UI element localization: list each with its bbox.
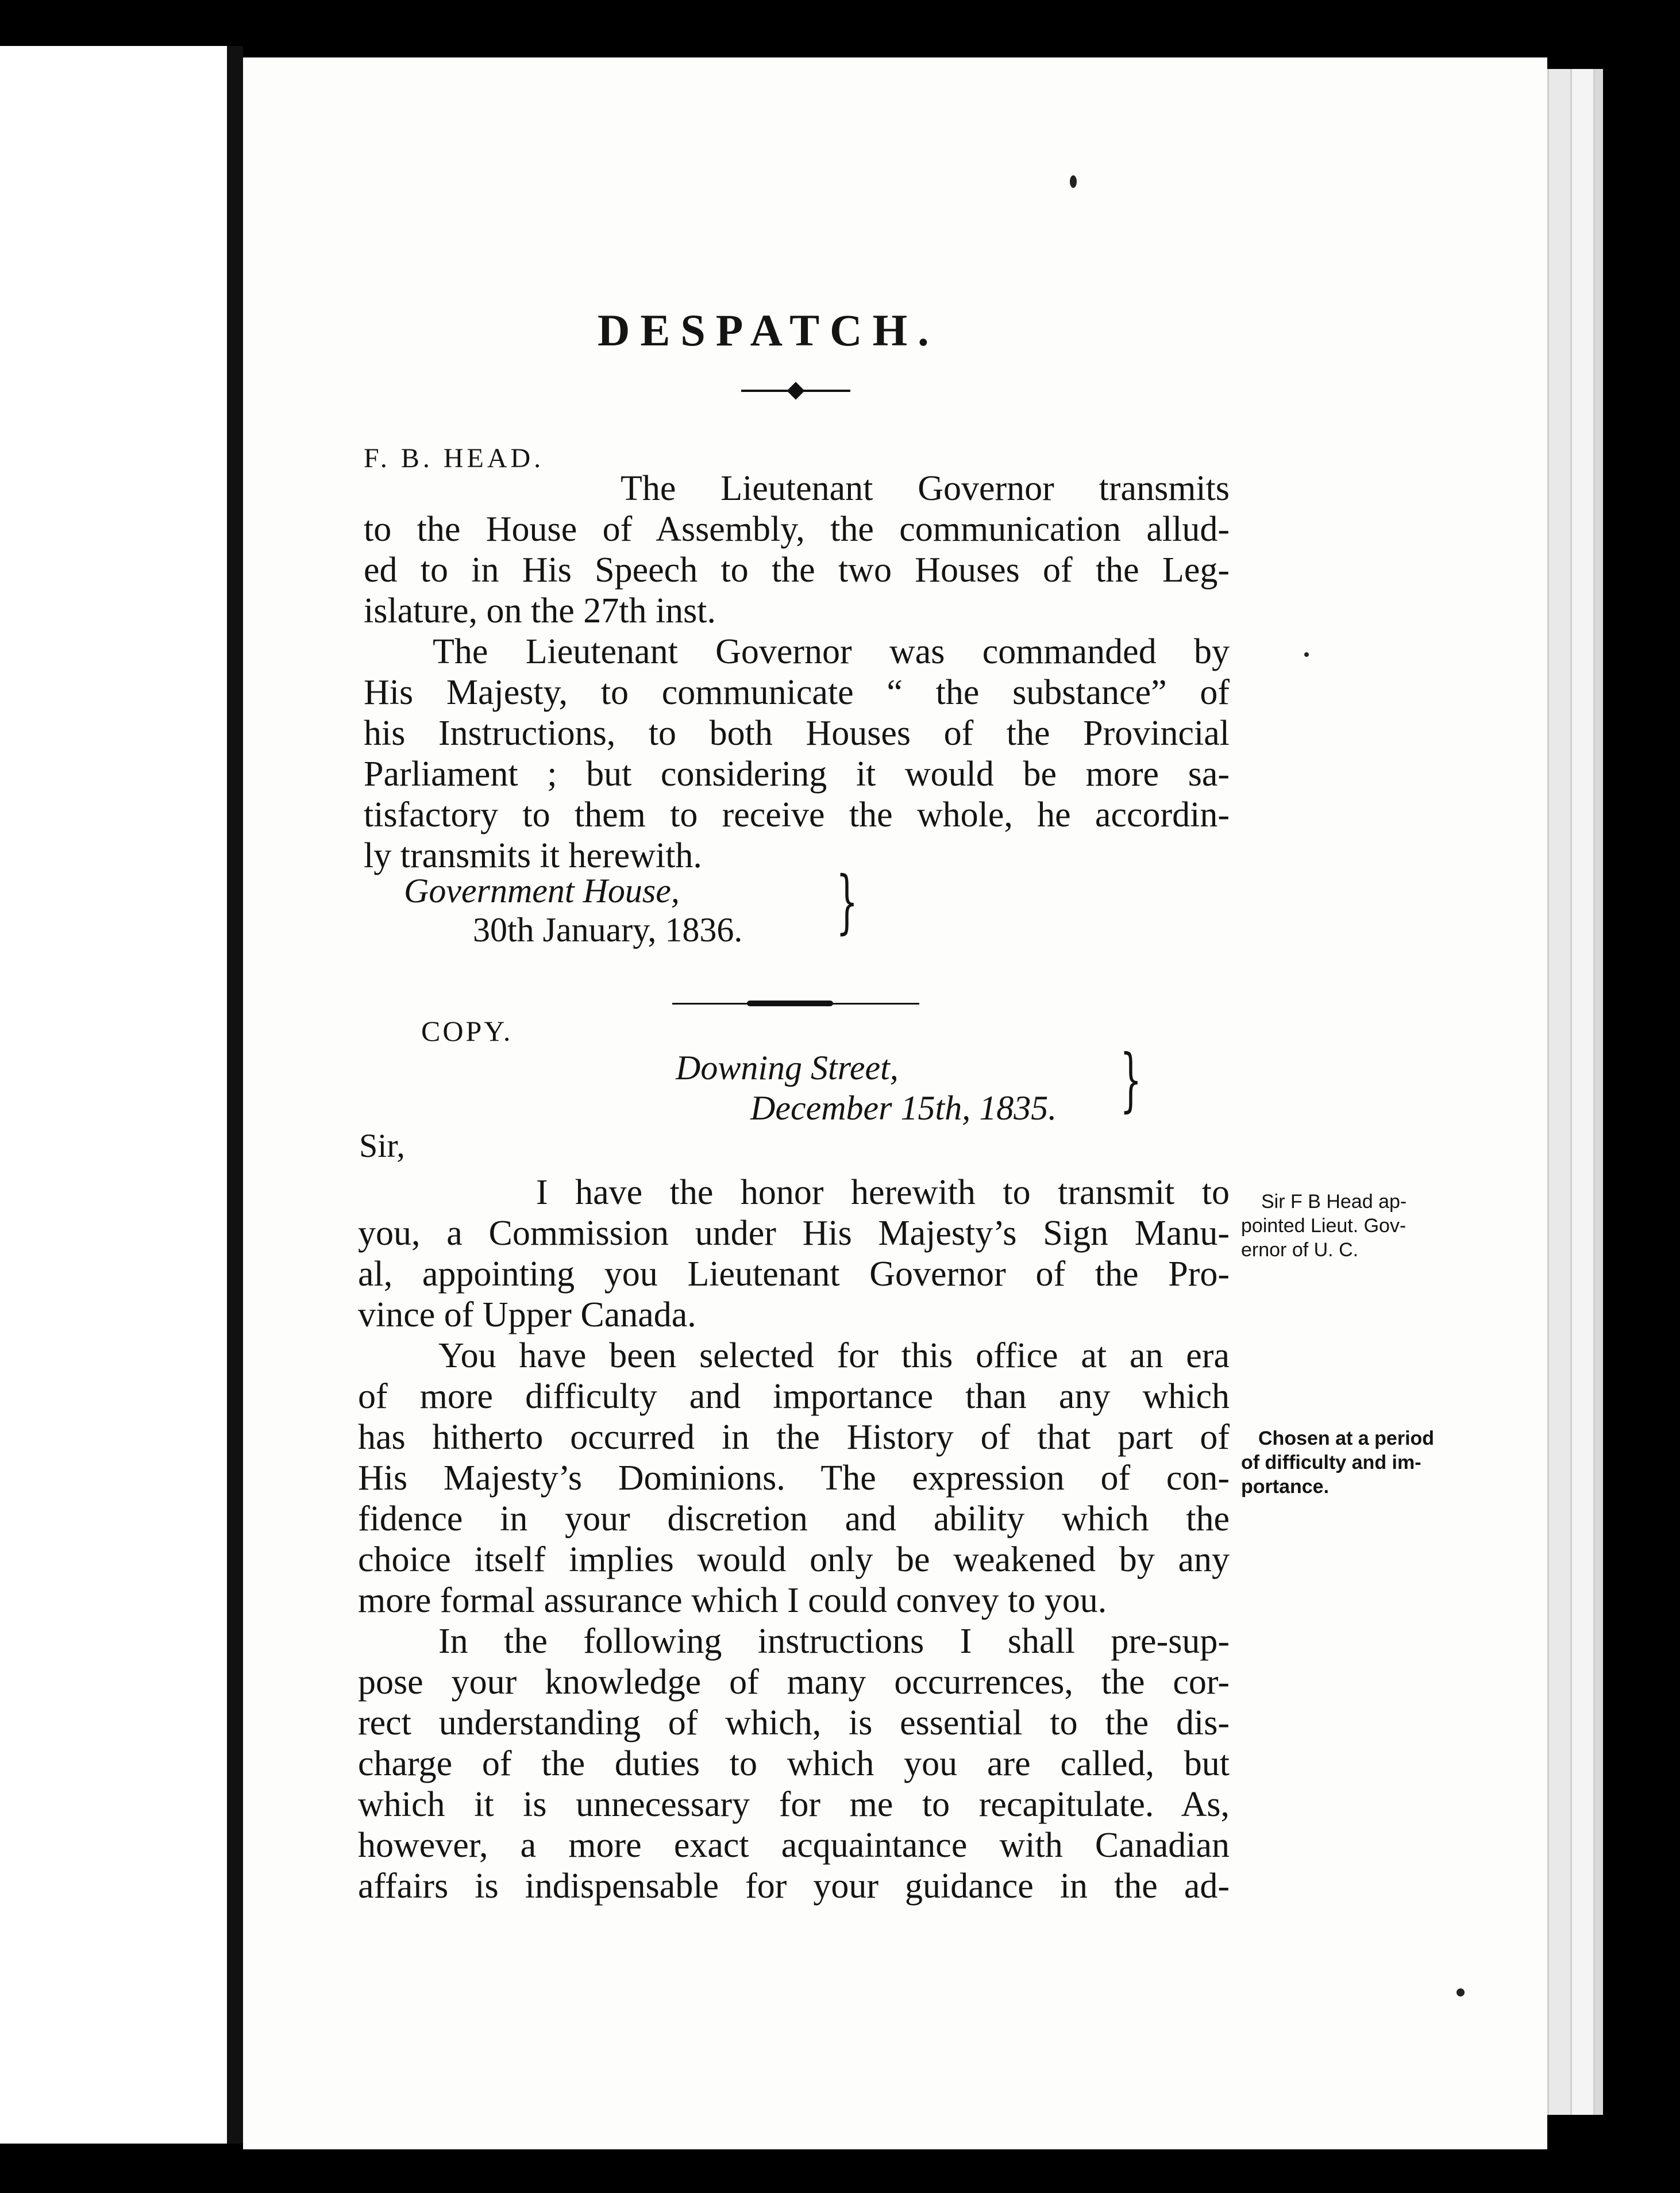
copy-paragraph-3-line: In the following instructions I shall pre-sup- [438, 1622, 1230, 1661]
memo-paragraph-2-line: his Instructions, to both Houses of the Provincial [364, 714, 1230, 753]
copy-paragraph-2-line: You have been selected for this office at an era [438, 1336, 1230, 1375]
copy-paragraph-2-line: fidence in your discretion and ability which the [358, 1499, 1230, 1538]
signature-head: F. B. HEAD. [364, 443, 545, 474]
copy-paragraph-1-line: you, a Commission under His Majesty’s Sign Manu- [358, 1214, 1230, 1253]
page-edge [1547, 69, 1572, 2115]
ink-speck [1456, 1988, 1465, 1996]
memo-paragraph-1-line: to the House of Assembly, the communication allud- [364, 510, 1230, 549]
memo-paragraph-2-line: The Lieutenant Governor was commanded by [433, 632, 1230, 671]
copy-paragraph-1-line: vince of Upper Canada. [358, 1295, 696, 1334]
margin-note-line: ernor of U. C. [1241, 1239, 1359, 1261]
salutation: Sir, [359, 1127, 405, 1164]
memo-paragraph-1-line: ed to in His Speech to the two Houses of the Leg- [364, 551, 1230, 590]
margin-note-line: Sir F B Head ap- [1261, 1191, 1407, 1213]
memo-paragraph-1-first-line: The Lieutenant Governor transmits [621, 469, 1230, 508]
copy-paragraph-2-line: of more difficulty and importance than any which [358, 1377, 1230, 1416]
memo-paragraph-2-line: tisfactory to them to receive the whole, he accordin- [364, 795, 1230, 834]
page-title: DESPATCH. [598, 305, 939, 355]
ink-speck [1070, 175, 1077, 188]
page-edge [1570, 69, 1595, 2115]
copy-paragraph-1-line: al, appointing you Lieutenant Governor of the Pro- [358, 1255, 1230, 1294]
memo-paragraph-2-line: ly transmits it herewith. [364, 836, 702, 875]
copy-paragraph-3-line: however, a more exact acquaintance with Canadian [358, 1826, 1230, 1865]
memo-paragraph-1-line: islature, on the 27th inst. [364, 591, 716, 630]
copy-paragraph-3-line: which it is unnecessary for me to recapitulate. As, [358, 1785, 1230, 1824]
copy-label: COPY. [421, 1015, 513, 1047]
ink-speck [1304, 652, 1309, 657]
copy-paragraph-3-line: charge of the duties to which you are called, but [358, 1744, 1230, 1783]
copy-paragraph-2-line: more formal assurance which I could convey to you. [358, 1581, 1107, 1620]
copy-paragraph-3-line: rect understanding of which, is essential to the dis- [358, 1703, 1230, 1742]
facing-page [0, 46, 227, 2144]
margin-note-line: of difficulty and im- [1241, 1452, 1421, 1473]
margin-note-line: portance. [1241, 1476, 1330, 1498]
memo-place: Government House, [404, 872, 680, 910]
memo-paragraph-2-line: Parliament ; but considering it would be more sa- [364, 755, 1230, 794]
margin-note-line: pointed Lieut. Gov- [1241, 1215, 1407, 1237]
copy-paragraph-3-line: pose your knowledge of many occurrences, the cor- [358, 1663, 1230, 1702]
margin-note-line: Chosen at a period [1258, 1428, 1435, 1449]
copy-place: Downing Street, [676, 1049, 899, 1087]
copy-paragraph-2-line: His Majesty’s Dominions. The expression of con- [358, 1459, 1230, 1498]
memo-paragraph-2-line: His Majesty, to communicate “ the substance” of [364, 673, 1230, 712]
copy-date-brace: } [1120, 1040, 1142, 1120]
copy-paragraph-1-line: I have the honor herewith to transmit to [536, 1173, 1230, 1212]
section-rule-swell [747, 1001, 833, 1006]
copy-paragraph-2-line: choice itself implies would only be weakened by any [358, 1540, 1230, 1579]
copy-date: December 15th, 1835. [750, 1089, 1057, 1127]
copy-paragraph-2-line: has hitherto occurred in the History of that part of [358, 1418, 1230, 1457]
memo-date: 30th January, 1836. [473, 911, 743, 949]
copy-paragraph-3-line: affairs is indispensable for your guidance in the ad- [358, 1867, 1230, 1906]
memo-date-brace: } [836, 862, 858, 942]
page-edge [1593, 69, 1603, 2115]
book-gutter [227, 46, 243, 2144]
